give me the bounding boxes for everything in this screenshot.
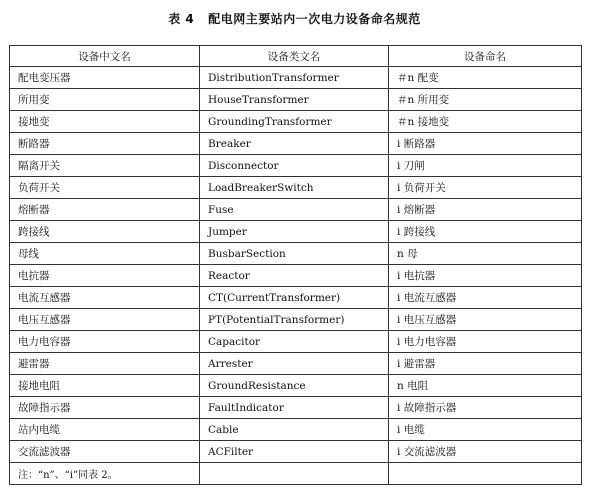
cell-chinese-name: 交流滤波器: [10, 441, 200, 463]
cell-chinese-name: 电抗器: [10, 265, 200, 287]
cell-device-naming: i 避雷器: [389, 353, 582, 375]
cell-class-name: Arrester: [200, 353, 389, 375]
cell-class-name: ACFilter: [200, 441, 389, 463]
table-row: [10, 309, 582, 331]
header-chinese-name: 设备中文名: [10, 46, 200, 67]
cell-device-naming: i 电力电容器: [389, 331, 582, 353]
table-note-empty-cell: [200, 463, 389, 485]
cell-chinese-name: 电流互感器: [10, 287, 200, 309]
cell-class-name: Jumper: [200, 221, 389, 243]
cell-chinese-name: 隔离开关: [10, 155, 200, 177]
cell-chinese-name: 电力电容器: [10, 331, 200, 353]
equipment-naming-table: [9, 45, 582, 485]
cell-class-name: CT(CurrentTransformer): [200, 287, 389, 309]
cell-device-naming: i 电压互感器: [389, 309, 582, 331]
cell-chinese-name: 接地电阻: [10, 375, 200, 397]
table-row: [10, 353, 582, 375]
table-row: [10, 67, 582, 89]
cell-device-naming: ＃n 配变: [389, 67, 582, 89]
table-row: [10, 199, 582, 221]
cell-device-naming: n 电阻: [389, 375, 582, 397]
table-row: [10, 89, 582, 111]
cell-device-naming: i 故障指示器: [389, 397, 582, 419]
header-device-naming: 设备命名: [389, 46, 582, 67]
cell-chinese-name: 站内电缆: [10, 419, 200, 441]
cell-device-naming: i 断路器: [389, 133, 582, 155]
table-row: [10, 221, 582, 243]
table-row: [10, 331, 582, 353]
cell-device-naming: i 电缆: [389, 419, 582, 441]
cell-class-name: FaultIndicator: [200, 397, 389, 419]
cell-device-naming: ＃n 接地变: [389, 111, 582, 133]
cell-device-naming: i 负荷开关: [389, 177, 582, 199]
table-row: [10, 419, 582, 441]
cell-class-name: Capacitor: [200, 331, 389, 353]
cell-class-name: Cable: [200, 419, 389, 441]
cell-class-name: Fuse: [200, 199, 389, 221]
cell-device-naming: i 电抗器: [389, 265, 582, 287]
table-row: [10, 375, 582, 397]
cell-class-name: BusbarSection: [200, 243, 389, 265]
cell-chinese-name: 电压互感器: [10, 309, 200, 331]
cell-chinese-name: 避雷器: [10, 353, 200, 375]
table-row: [10, 111, 582, 133]
cell-chinese-name: 故障指示器: [10, 397, 200, 419]
cell-class-name: Disconnector: [200, 155, 389, 177]
table-title: 配电网主要站内一次电力设备命名规范: [208, 12, 421, 26]
cell-class-name: HouseTransformer: [200, 89, 389, 111]
table-note-row: [10, 463, 582, 485]
table-row: [10, 287, 582, 309]
cell-class-name: GroundResistance: [200, 375, 389, 397]
cell-device-naming: i 交流滤波器: [389, 441, 582, 463]
cell-device-naming: i 熔断器: [389, 199, 582, 221]
cell-chinese-name: 负荷开关: [10, 177, 200, 199]
header-class-name: 设备类文名: [200, 46, 389, 67]
cell-chinese-name: 断路器: [10, 133, 200, 155]
cell-device-naming: i 刀闸: [389, 155, 582, 177]
table-header-row: [10, 46, 582, 67]
cell-device-naming: i 跨接线: [389, 221, 582, 243]
table-row: [10, 155, 582, 177]
cell-chinese-name: 熔断器: [10, 199, 200, 221]
table-note: 注：“n”、“i”同表 2。: [10, 463, 200, 485]
cell-class-name: DistributionTransformer: [200, 67, 389, 89]
cell-class-name: LoadBreakerSwitch: [200, 177, 389, 199]
table-body: [10, 67, 582, 463]
cell-class-name: PT(PotentialTransformer): [200, 309, 389, 331]
cell-device-naming: ＃n 所用变: [389, 89, 582, 111]
cell-class-name: GroundingTransformer: [200, 111, 389, 133]
cell-chinese-name: 跨接线: [10, 221, 200, 243]
table-caption: [0, 10, 589, 27]
table-row: [10, 243, 582, 265]
cell-device-naming: i 电流互感器: [389, 287, 582, 309]
table-note-empty-cell: [389, 463, 582, 485]
cell-device-naming: n 母: [389, 243, 582, 265]
cell-class-name: Breaker: [200, 133, 389, 155]
cell-chinese-name: 接地变: [10, 111, 200, 133]
table-row: [10, 133, 582, 155]
table-row: [10, 265, 582, 287]
cell-chinese-name: 所用变: [10, 89, 200, 111]
cell-chinese-name: 配电变压器: [10, 67, 200, 89]
table-number: 表 4: [168, 12, 195, 26]
cell-chinese-name: 母线: [10, 243, 200, 265]
table-row: [10, 177, 582, 199]
table-row: [10, 441, 582, 463]
table-row: [10, 397, 582, 419]
cell-class-name: Reactor: [200, 265, 389, 287]
